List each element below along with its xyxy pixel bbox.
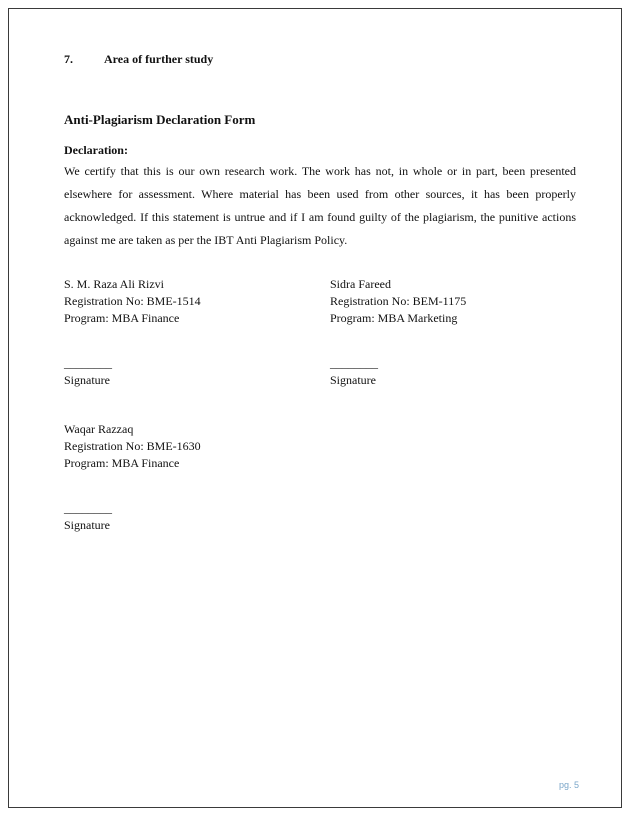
student-program: Program: MBA Finance: [64, 311, 180, 325]
student-info-2: [330, 276, 466, 327]
declaration-line: acknowledged. If this statement is untrue and if I am found guilty of the plagiarism, the punitive actions: [64, 210, 576, 224]
declaration-line: elsewhere for assessment. Where material has been used from other sources, it has been properly: [64, 187, 576, 201]
student-info-1: [64, 276, 201, 327]
student-registration: Registration No: BME-1630: [64, 439, 201, 453]
section-title: Area of further study: [104, 52, 214, 66]
student-registration: Registration No: BME-1514: [64, 294, 201, 308]
page-border: [8, 8, 622, 808]
signature-label: Signature: [330, 373, 376, 387]
student-registration: Registration No: BEM-1175: [330, 294, 467, 308]
signature-line: ________: [64, 356, 112, 370]
section-number: 7.: [64, 52, 73, 66]
declaration-body: [64, 160, 576, 252]
signature-label: Signature: [64, 373, 110, 387]
student-name: Sidra Fareed: [330, 277, 391, 291]
page-number: pg. 5: [559, 780, 580, 790]
signature-label: Signature: [64, 518, 110, 532]
signature-block-2: [330, 355, 378, 389]
signature-line: ________: [64, 501, 112, 515]
student-program: Program: MBA Finance: [64, 456, 180, 470]
signature-block-1: [64, 355, 112, 389]
student-program: Program: MBA Marketing: [330, 311, 458, 325]
signature-line: ________: [330, 356, 378, 370]
declaration-line: We certify that this is our own research work. The work has not, in whole or in part, been presented: [64, 164, 576, 178]
student-name: S. M. Raza Ali Rizvi: [64, 277, 164, 291]
student-info-3: [64, 421, 201, 472]
form-title: Anti-Plagiarism Declaration Form: [64, 112, 256, 127]
declaration-label: Declaration:: [64, 143, 128, 157]
declaration-line: against me are taken as per the IBT Anti Plagiarism Policy.: [64, 233, 348, 247]
student-name: Waqar Razzaq: [64, 422, 134, 436]
section-heading: [64, 52, 213, 67]
signature-block-3: [64, 500, 112, 534]
